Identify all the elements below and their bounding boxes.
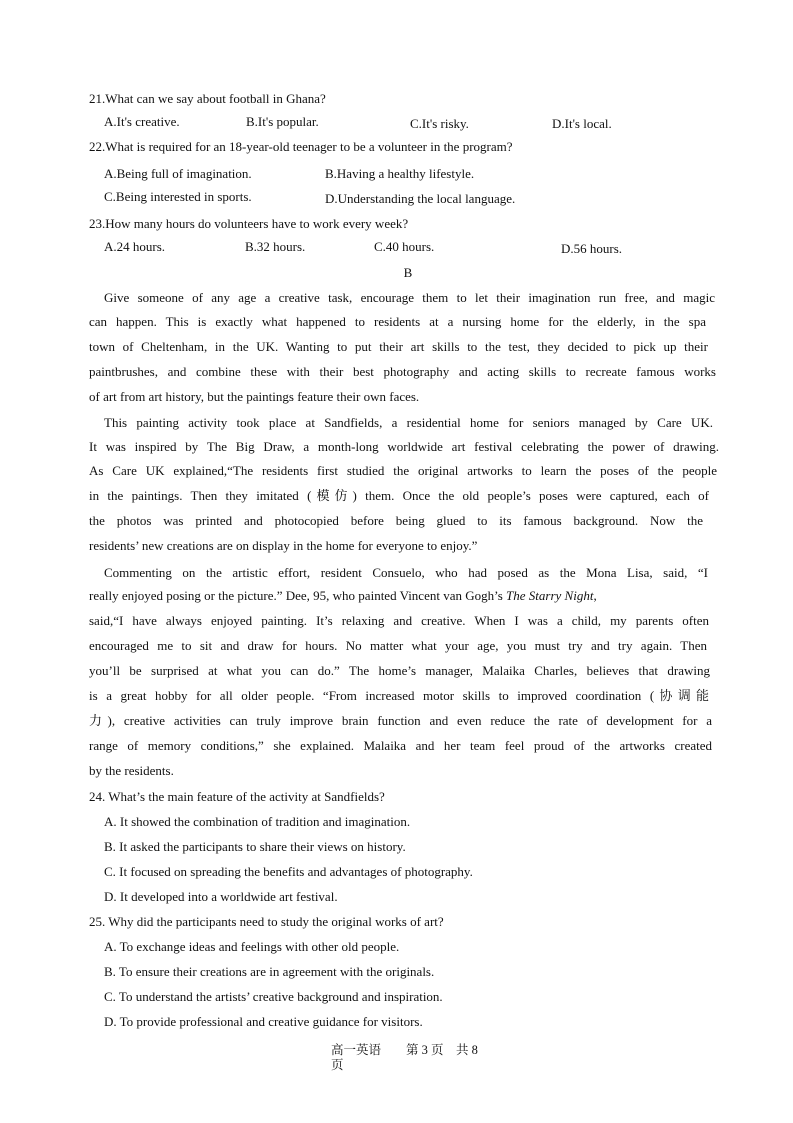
passage-p2-line: As Care UK explained,“The residents first studied the original artworks to learn the poses of the people: [89, 463, 717, 478]
passage-p3-line: 力), creative activities can truly improve brain function and even reduce the rate of development for a: [89, 713, 712, 728]
q21-option-a: A.It's creative.: [104, 114, 180, 129]
passage-p3-line: encouraged me to sit and draw for hours. No matter what your age, you must try and try again. Then: [89, 638, 707, 653]
passage-p1-line: Give someone of any age a creative task, encourage them to let their imagination run free, and magic: [104, 290, 715, 305]
passage-p3-line: by the residents.: [89, 763, 174, 778]
q24-option-a: A. It showed the combination of tradition and imagination.: [104, 814, 411, 829]
passage-p3-line: is a great hobby for all older people. “From increased motor skills to improved coordination (协调能: [89, 688, 709, 703]
q21-option-c: C.It's risky.: [410, 116, 469, 131]
section-label: B: [403, 265, 413, 280]
q24-stem: 24. What’s the main feature of the activity at Sandfields?: [89, 789, 385, 804]
q23-option-c: C.40 hours.: [374, 239, 435, 254]
q22-option-d: D.Understanding the local language.: [325, 191, 516, 206]
q22-option-c: C.Being interested in sports.: [104, 189, 252, 204]
passage-p3-line: range of memory conditions,” she explained. Malaika and her team feel proud of the artworks created: [89, 738, 712, 753]
passage-p3-line: said,“I have always enjoyed painting. It’s relaxing and creative. When I was a child, my parents often: [89, 613, 709, 628]
q23-option-a: A.24 hours.: [104, 239, 166, 254]
q21-option-d: D.It's local.: [552, 116, 612, 131]
q22-option-a: A.Being full of imagination.: [104, 166, 252, 181]
painting-title: The Starry Night: [506, 588, 594, 603]
passage-p2-line: the photos was printed and photocopied before being glued to its famous background. Now the: [89, 513, 703, 528]
q23-stem: 23.How many hours do volunteers have to work every week?: [89, 216, 409, 231]
passage-p1-line: paintbrushes, and combine these with their best photography and acting skills to recreate famous works: [89, 364, 716, 379]
passage-p3-punct: ,: [593, 588, 597, 603]
passage-p2-line: in the paintings. Then they imitated (模仿) them. Once the old people’s poses were captured, each of: [89, 488, 709, 503]
q25-option-a: A. To exchange ideas and feelings with other old people.: [104, 939, 400, 954]
q24-option-b: B. It asked the participants to share their views on history.: [104, 839, 406, 854]
passage-p3-line: you’ll be surprised at what you can do.” The home’s manager, Malaika Charles, believes that drawing: [89, 663, 710, 678]
q25-stem: 25. Why did the participants need to study the original works of art?: [89, 914, 444, 929]
page-footer-line2: 页: [331, 1058, 344, 1072]
q22-option-b: B.Having a healthy lifestyle.: [325, 166, 475, 181]
passage-p1-line: can happen. This is exactly what happened to residents at a nursing home for the elderly, in the spa: [89, 314, 706, 329]
passage-p3-line: Commenting on the artistic effort, resident Consuelo, who had posed as the Mona Lisa, said, “I: [104, 565, 708, 580]
passage-p3-text: really enjoyed posing or the picture.” Dee, 95, who painted Vincent van Gogh’s: [89, 588, 507, 603]
passage-p2-line: residents’ new creations are on display in the home for everyone to enjoy.”: [89, 538, 478, 553]
q25-option-d: D. To provide professional and creative guidance for visitors.: [104, 1014, 423, 1029]
passage-p1-line: town of Cheltenham, in the UK. Wanting to put their art skills to the test, they decided to pick up their: [89, 339, 708, 354]
q25-option-b: B. To ensure their creations are in agreement with the originals.: [104, 964, 435, 979]
passage-p2-line: It was inspired by The Big Draw, a month-long worldwide art festival celebrating the power of drawing.: [89, 439, 719, 454]
q24-option-c: C. It focused on spreading the benefits and advantages of photography.: [104, 864, 473, 879]
q24-option-d: D. It developed into a worldwide art festival.: [104, 889, 338, 904]
q22-stem: 22.What is required for an 18-year-old teenager to be a volunteer in the program?: [89, 139, 513, 154]
passage-p1-line: of art from art history, but the paintings feature their own faces.: [89, 389, 420, 404]
q23-option-d: D.56 hours.: [561, 241, 623, 256]
q23-option-b: B.32 hours.: [245, 239, 306, 254]
q21-stem: 21.What can we say about football in Ghana?: [89, 91, 326, 106]
passage-p2-line: This painting activity took place at Sandfields, a residential home for seniors managed by Care UK.: [104, 415, 713, 430]
page-footer-line1: 高一英语 第 3 页 共 8: [331, 1043, 478, 1057]
q21-option-b: B.It's popular.: [246, 114, 319, 129]
passage-p3-line-with-title: [89, 588, 703, 604]
page-footer: [331, 1043, 478, 1073]
q25-option-c: C. To understand the artists’ creative background and inspiration.: [104, 989, 443, 1004]
